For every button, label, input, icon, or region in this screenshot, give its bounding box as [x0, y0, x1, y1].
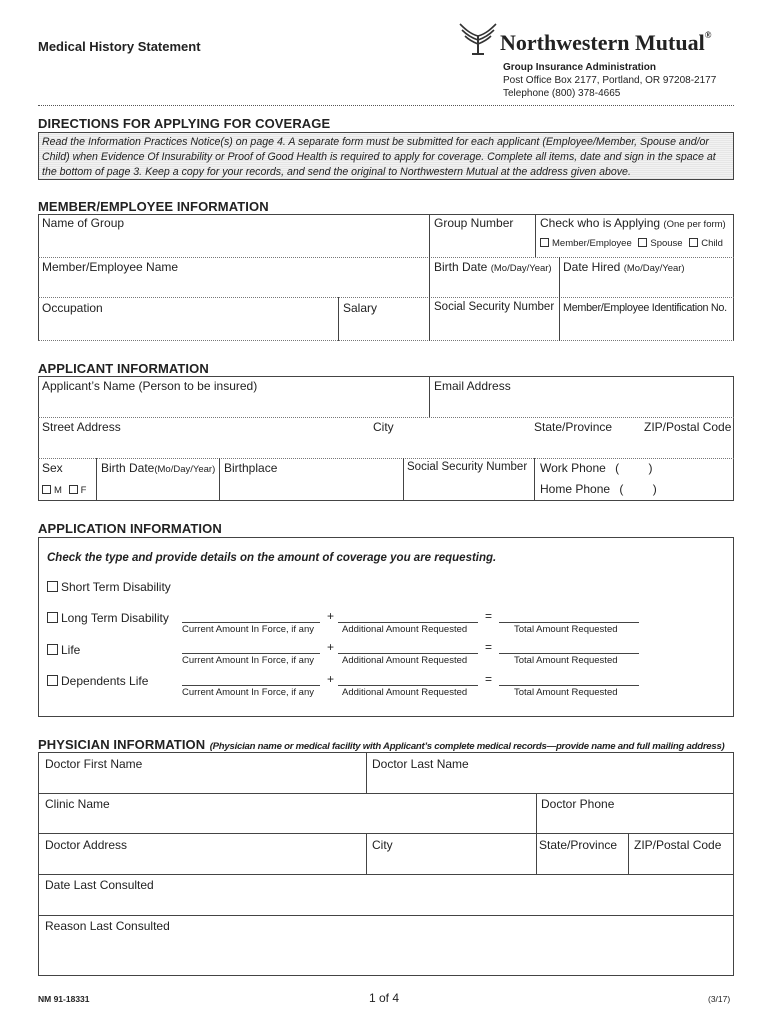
spouse-label: Spouse	[650, 238, 683, 249]
short-term-option	[47, 580, 171, 594]
long-term-checkbox[interactable]	[47, 612, 58, 623]
physician-heading: PHYSICIAN INFORMATION	[38, 737, 206, 752]
short-term-checkbox[interactable]	[47, 581, 58, 592]
page-number: 1 of 4	[369, 991, 400, 1005]
applicant-zip-field[interactable]: ZIP/Postal Code	[644, 420, 732, 434]
application-instruction: Check the type and provide details on the amount of coverage you are requesting.	[47, 552, 497, 564]
date-hired-field[interactable]	[563, 260, 685, 274]
directions-line-3: the bottom of page 3. Keep a copy for your records, and send the original to Northwestern Mutual at the address given above.	[42, 166, 631, 178]
sex-label: Sex	[42, 461, 63, 475]
top-divider	[38, 105, 734, 106]
email-field[interactable]: Email Address	[434, 379, 511, 393]
life-label: Life	[61, 643, 81, 657]
directions-box	[38, 132, 734, 180]
long-term-option	[47, 611, 169, 625]
long-term-current-line[interactable]	[182, 622, 320, 623]
total-amount-label: Total Amount Requested	[514, 687, 618, 698]
member-heading: MEMBER/EMPLOYEE INFORMATION	[38, 199, 269, 214]
life-current-line[interactable]	[182, 653, 320, 654]
salary-field[interactable]: Salary	[343, 301, 378, 315]
applicant-birth-date-format: (Mo/Day/Year)	[154, 464, 216, 475]
plus-sign: +	[327, 609, 335, 623]
directions-heading: DIRECTIONS FOR APPLYING FOR COVERAGE	[38, 116, 331, 131]
doctor-first-name-field[interactable]: Doctor First Name	[45, 757, 143, 771]
doctor-last-name-field[interactable]: Doctor Last Name	[372, 757, 469, 771]
applicant-state-field[interactable]: State/Province	[534, 420, 613, 434]
sex-f-checkbox[interactable]	[69, 485, 78, 494]
child-checkbox[interactable]	[689, 238, 698, 247]
doctor-zip-field[interactable]: ZIP/Postal Code	[634, 838, 722, 852]
current-amount-label: Current Amount In Force, if any	[182, 687, 315, 698]
date-last-consulted-field[interactable]: Date Last Consulted	[45, 878, 154, 892]
birthplace-field[interactable]: Birthplace	[224, 461, 278, 475]
telephone: Telephone (800) 378-4665	[503, 88, 621, 99]
member-id-field[interactable]: Member/Employee Identification No.	[563, 302, 727, 314]
directions-line-2: Child) when Evidence Of Insurability or Proof of Good Health is required to apply for coverage. Complete all items, date and sign in the space at	[42, 151, 716, 163]
mailing-address: Post Office Box 2177, Portland, OR 97208-2177	[503, 75, 717, 86]
birth-date-format: (Mo/Day/Year)	[490, 263, 552, 274]
member-birth-date-field[interactable]	[434, 260, 552, 274]
clinic-name-field[interactable]: Clinic Name	[45, 797, 110, 811]
member-employee-checkbox[interactable]	[540, 238, 549, 247]
logo-text: Northwestern Mutual	[500, 30, 705, 55]
physician-note: (Physician name or medical facility with Applicant’s complete medical records—provide name and full mailing address)	[209, 741, 725, 752]
sex-m-checkbox[interactable]	[42, 485, 51, 494]
additional-amount-label: Additional Amount Requested	[342, 655, 468, 666]
applicant-ssn-field[interactable]: Social Security Number	[407, 461, 528, 473]
home-phone-label: Home Phone	[540, 482, 611, 496]
occupation-field[interactable]: Occupation	[42, 301, 103, 315]
check-who-label: Check who is Applying	[540, 216, 661, 230]
dependents-life-checkbox[interactable]	[47, 675, 58, 686]
doctor-address-field[interactable]: Doctor Address	[45, 838, 128, 852]
doctor-phone-field[interactable]: Doctor Phone	[541, 797, 615, 811]
home-phone-field[interactable]: Home Phone ( )	[540, 482, 657, 496]
total-amount-label: Total Amount Requested	[514, 624, 618, 635]
work-phone-field[interactable]: Work Phone ( )	[540, 461, 653, 475]
dept-name: Group Insurance Administration	[503, 62, 656, 73]
member-section	[38, 214, 734, 341]
one-per-form-note: (One per form)	[663, 219, 726, 230]
street-address-field[interactable]: Street Address	[42, 420, 121, 434]
applicant-birth-date-field[interactable]	[101, 461, 215, 475]
plus-sign: +	[327, 672, 335, 686]
long-term-total-line[interactable]	[499, 622, 639, 623]
member-employee-label: Member/Employee	[552, 238, 632, 249]
life-option	[47, 643, 80, 657]
applicant-name-field[interactable]: Applicant’s Name (Person to be insured)	[42, 379, 258, 393]
long-term-additional-line[interactable]	[338, 622, 478, 623]
equals-sign: =	[485, 609, 493, 623]
physician-section	[38, 752, 734, 976]
dependents-total-line[interactable]	[499, 685, 639, 686]
logo-registered-mark: ®	[704, 30, 712, 40]
sex-options	[42, 485, 86, 496]
reason-last-consulted-field[interactable]: Reason Last Consulted	[45, 919, 170, 933]
long-term-label: Long Term Disability	[61, 611, 169, 625]
directions-line-1: Read the Information Practices Notice(s) on page 4. A separate form must be submitted for each applicant (Employee/Member, Spouse and/or	[42, 136, 709, 148]
sex-f-label: F	[80, 485, 87, 496]
plus-sign: +	[327, 640, 335, 654]
dependents-current-line[interactable]	[182, 685, 320, 686]
dependents-life-label: Dependents Life	[61, 674, 149, 688]
dependents-additional-line[interactable]	[338, 685, 478, 686]
equals-sign: =	[485, 640, 493, 654]
date-hired-format: (Mo/Day/Year)	[623, 263, 685, 274]
applicant-city-field[interactable]: City	[373, 420, 394, 434]
name-of-group-field[interactable]: Name of Group	[42, 216, 125, 230]
logo-wordmark	[500, 30, 711, 56]
current-amount-label: Current Amount In Force, if any	[182, 624, 315, 635]
life-total-line[interactable]	[499, 653, 639, 654]
member-name-field[interactable]: Member/Employee Name	[42, 260, 179, 274]
check-who-applying	[540, 216, 726, 230]
group-number-field[interactable]: Group Number	[434, 216, 514, 230]
applicant-birth-date-label: Birth Date	[101, 461, 155, 475]
additional-amount-label: Additional Amount Requested	[342, 624, 468, 635]
date-hired-label: Date Hired	[563, 260, 621, 274]
short-term-label: Short Term Disability	[61, 580, 171, 594]
work-phone-label: Work Phone	[540, 461, 606, 475]
form-title: Medical History Statement	[38, 39, 201, 54]
doctor-state-field[interactable]: State/Province	[539, 838, 618, 852]
member-ssn-field[interactable]: Social Security Number	[434, 301, 555, 313]
equals-sign: =	[485, 672, 493, 686]
northwestern-mutual-logo	[458, 22, 498, 61]
sex-m-label: M	[54, 485, 62, 496]
tree-logo-icon	[458, 22, 498, 56]
form-number: NM 91-18331	[38, 994, 90, 1004]
current-amount-label: Current Amount In Force, if any	[182, 655, 315, 666]
birth-date-label: Birth Date	[434, 260, 488, 274]
total-amount-label: Total Amount Requested	[514, 655, 618, 666]
applicant-heading: APPLICANT INFORMATION	[38, 361, 209, 376]
dependents-life-option	[47, 674, 148, 688]
revision-date: (3/17)	[708, 994, 731, 1004]
applicant-type-options	[540, 238, 723, 249]
doctor-city-field[interactable]: City	[372, 838, 393, 852]
life-additional-line[interactable]	[338, 653, 478, 654]
life-checkbox[interactable]	[47, 644, 58, 655]
additional-amount-label: Additional Amount Requested	[342, 687, 468, 698]
application-heading: APPLICATION INFORMATION	[38, 521, 222, 536]
spouse-checkbox[interactable]	[638, 238, 647, 247]
child-label: Child	[701, 238, 723, 249]
